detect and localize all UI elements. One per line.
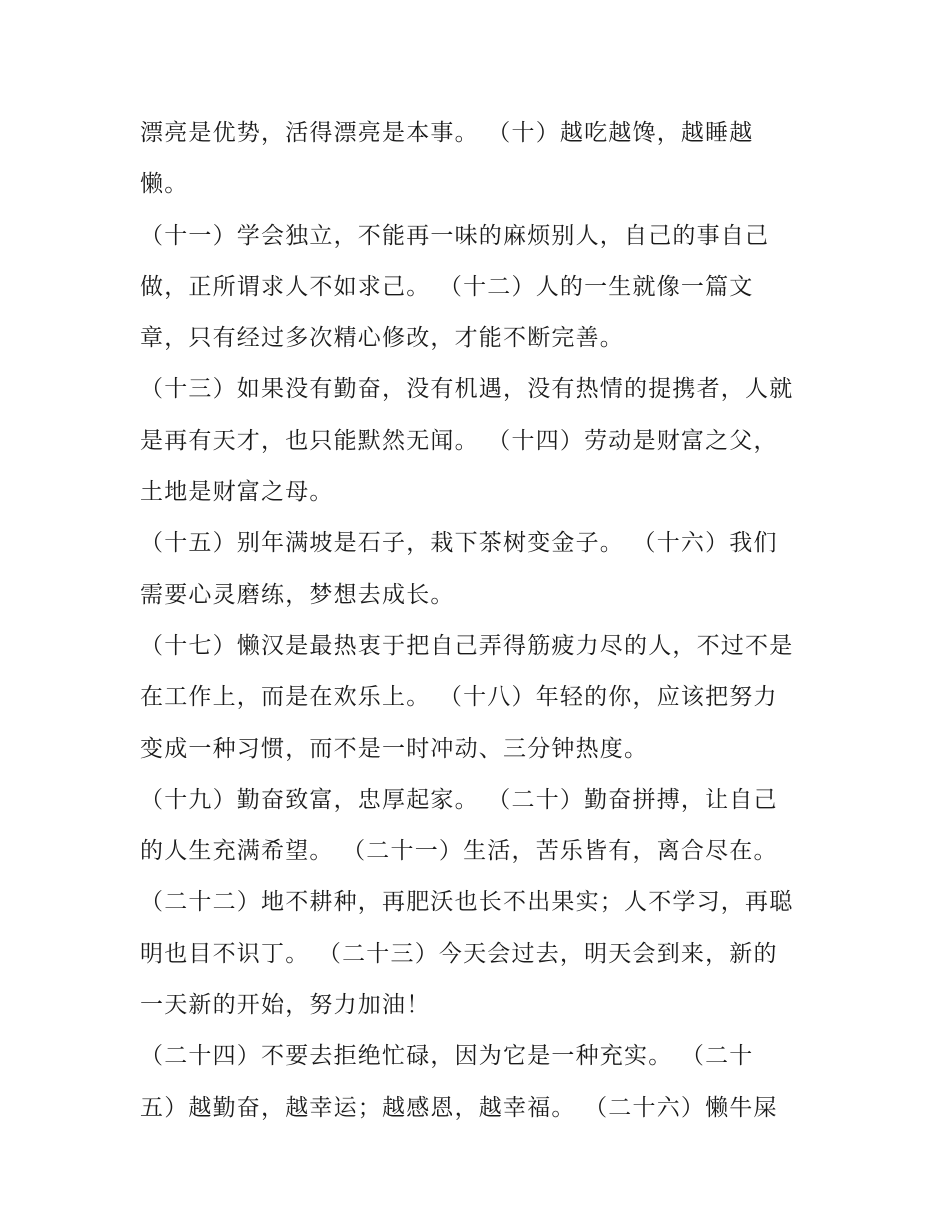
text-line: 章，只有经过多次精心修改，才能不断完善。 xyxy=(140,325,624,352)
text-line: 在工作上，而是在欢乐上。 （十八）年轻的你，应该把努力 xyxy=(140,684,778,711)
text-line: （十七）懒汉是最热衷于把自己弄得筋疲力尽的人，不过不是 xyxy=(140,632,794,659)
text-line: 明也目不识丁。 （二十三）今天会过去，明天会到来，新的 xyxy=(140,940,778,967)
text-line: 变成一种习惯，而不是一时冲动、三分钟热度。 xyxy=(140,735,649,762)
text-line: 做，正所谓求人不如求己。 （十二）人的一生就像一篇文 xyxy=(140,273,754,300)
text-line: （十九）勤奋致富，忠厚起家。 （二十）勤奋拼搏，让自己 xyxy=(140,786,778,813)
text-line: 一天新的开始，努力加油！ xyxy=(140,992,431,1019)
text-line: （十五）别年满坡是石子，栽下茶树变金子。 （十六）我们 xyxy=(140,530,778,557)
text-line: 的人生充满希望。 （二十一）生活，苦乐皆有，离合尽在。 xyxy=(140,838,778,865)
text-line: 懒。 xyxy=(140,171,189,198)
text-line: （十三）如果没有勤奋，没有机遇，没有热情的提携者，人就 xyxy=(140,376,794,403)
text-line: 五）越勤奋，越幸运；越感恩，越幸福。 （二十六）懒牛屎 xyxy=(140,1094,778,1121)
body-text xyxy=(140,108,830,1134)
text-line: 漂亮是优势，活得漂亮是本事。 （十）越吃越馋，越睡越 xyxy=(140,120,754,146)
text-line: 土地是财富之母。 xyxy=(140,479,334,506)
text-line: （二十二）地不耕种，再肥沃也长不出果实；人不学习，再聪 xyxy=(140,889,794,916)
text-line: （二十四）不要去拒绝忙碌，因为它是一种充实。 （二十 xyxy=(140,1043,754,1070)
text-line: （十一）学会独立，不能再一味的麻烦别人，自己的事自己 xyxy=(140,222,770,249)
text-line: 需要心灵磨练，梦想去成长。 xyxy=(140,581,455,608)
text-line: 是再有天才，也只能默然无闻。 （十四）劳动是财富之父， xyxy=(140,427,778,454)
